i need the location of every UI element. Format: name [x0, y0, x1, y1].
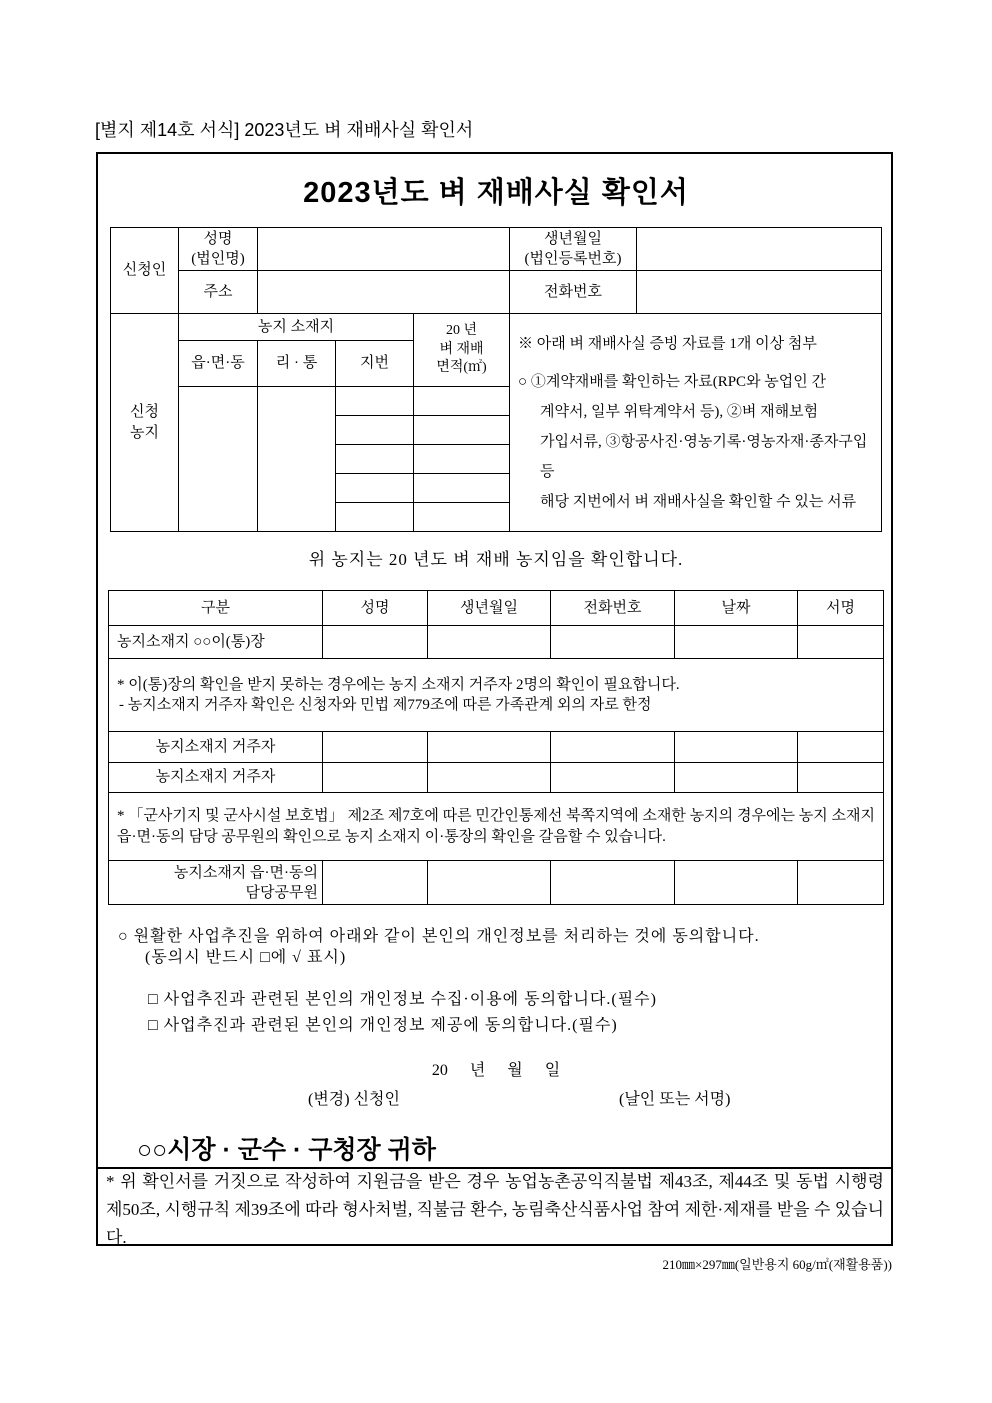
address-label: 주소: [179, 271, 258, 314]
paper-spec: 210㎜×297㎜(일반용지 60g/㎡(재활용품)): [662, 1257, 892, 1272]
consent-provide-checkbox[interactable]: □ 사업추진과 관련된 본인의 개인정보 제공에 동의합니다.(필수): [148, 1017, 618, 1034]
cell-input[interactable]: [551, 861, 675, 905]
signature-date: 20 년 월 일: [431, 1062, 561, 1079]
name-label: 성명 (법인명): [179, 228, 258, 271]
applicant-farmland-table: [110, 227, 882, 532]
header-date: 날짜: [675, 591, 798, 626]
lot-number-field[interactable]: [336, 503, 414, 532]
seal-or-signature-field[interactable]: (날인 또는 서명): [619, 1091, 731, 1108]
cell-input[interactable]: [551, 763, 675, 793]
cell-input[interactable]: [428, 732, 551, 763]
resident-note: [109, 659, 884, 732]
birth-label: 생년월일 (법인등록번호): [510, 228, 637, 271]
area-field[interactable]: [414, 387, 510, 416]
header-category: 구분: [109, 591, 323, 626]
evidence-note: [510, 314, 882, 532]
military-zone-note: * 「군사기지 및 군사시설 보호법」 제2조 제7호에 따른 민간인통제선 북쪽지역에 소재한 농지의 경우에는 농지 소재지 읍·면·동의 담당 공무원의 확인으로 농지 소재지 이·통장의 확인을 갈음할 수 있습니다.: [109, 793, 884, 861]
verification-table: [108, 590, 884, 905]
false-statement-warning: * 위 확인서를 거짓으로 작성하여 지원금을 받은 경우 농업농촌공익직불법 제43조, 제44조 및 동법 시행령 제50조, 시행규칙 제39조에 따라 형사처벌, 직불금 환수, 농림축산식품사업 참여 제한·제재를 받을 수 있습니다.: [106, 1172, 884, 1247]
col-ri-tong: 리 · 통: [258, 341, 336, 387]
confirmation-sentence: 위 농지는 20 년도 벼 재배 농지임을 확인합니다.: [308, 550, 684, 569]
resident-label: 농지소재지 거주자: [109, 763, 323, 793]
cell-input[interactable]: [675, 732, 798, 763]
cell-input[interactable]: [323, 626, 428, 659]
location-label: 농지 소재지: [179, 314, 414, 341]
header-signature: 서명: [798, 591, 884, 626]
cell-input[interactable]: [551, 626, 675, 659]
area-label: 20 년 벼 재배 면적(㎡): [414, 314, 510, 387]
resident-label: 농지소재지 거주자: [109, 732, 323, 763]
evidence-line: 계약서, 일부 위탁계약서 등), ②벼 재해보험: [540, 403, 819, 420]
col-eup-myeon-dong: 읍·면·동: [179, 341, 258, 387]
consent-intro-line: ○ 원활한 사업추진을 위하여 아래와 같이 본인의 개인정보를 처리하는 것에 동의합니다.: [118, 928, 760, 945]
cell-input[interactable]: [323, 861, 428, 905]
addressee: ○○시장 · 군수 · 구청장 귀하: [137, 1136, 436, 1164]
cell-input[interactable]: [798, 763, 884, 793]
consent-instruction: (동의시 반드시 □에 √ 표시): [145, 949, 347, 966]
lot-number-field[interactable]: [336, 445, 414, 474]
address-field[interactable]: [258, 271, 510, 314]
applicant-signature-label: (변경) 신청인: [308, 1091, 400, 1108]
evidence-line: 가입서류, ③항공사진·영농기록·영농자재·종자구입 등: [540, 433, 868, 480]
evidence-heading: ※ 아래 벼 재배사실 증빙 자료를 1개 이상 첨부: [518, 335, 817, 352]
consent-intro: [118, 926, 760, 968]
cell-input[interactable]: [675, 626, 798, 659]
cell-input[interactable]: [323, 732, 428, 763]
resident-note-line: * 이(통)장의 확인을 받지 못하는 경우에는 농지 소재지 거주자 2명의 확인이 필요합니다.: [117, 676, 680, 693]
farmland-section-label: 신청 농지: [111, 314, 179, 532]
evidence-line: 해당 지번에서 벼 재배사실을 확인할 수 있는 서류: [540, 493, 857, 510]
birth-field[interactable]: [637, 228, 882, 271]
lot-number-field[interactable]: [336, 474, 414, 503]
form-number-label: [별지 제14호 서식] 2023년도 벼 재배사실 확인서: [95, 120, 474, 140]
col-lot-number: 지번: [336, 341, 414, 387]
cell-input[interactable]: [428, 626, 551, 659]
village-chief-label: 농지소재지 ○○이(통)장: [109, 626, 323, 659]
cell-input[interactable]: [798, 626, 884, 659]
cell-input[interactable]: [428, 861, 551, 905]
name-field[interactable]: [258, 228, 510, 271]
ri-tong-field[interactable]: [258, 387, 336, 532]
page-title: 2023년도 벼 재배사실 확인서: [303, 177, 689, 209]
lot-number-field[interactable]: [336, 387, 414, 416]
phone-field[interactable]: [637, 271, 882, 314]
cell-input[interactable]: [675, 763, 798, 793]
phone-label: 전화번호: [510, 271, 637, 314]
header-phone: 전화번호: [551, 591, 675, 626]
header-birth: 생년월일: [428, 591, 551, 626]
area-field[interactable]: [414, 474, 510, 503]
applicant-section-label: 신청인: [111, 228, 179, 314]
area-field[interactable]: [414, 503, 510, 532]
lot-number-field[interactable]: [336, 416, 414, 445]
cell-input[interactable]: [798, 861, 884, 905]
header-name: 성명: [323, 591, 428, 626]
consent-collect-checkbox[interactable]: □ 사업추진과 관련된 본인의 개인정보 수집·이용에 동의합니다.(필수): [148, 991, 657, 1008]
cell-input[interactable]: [675, 861, 798, 905]
area-field[interactable]: [414, 416, 510, 445]
resident-note-line: - 농지소재지 거주자 확인은 신청자와 민법 제779조에 따른 가족관계 외의 자로 한정: [119, 697, 652, 713]
cell-input[interactable]: [323, 763, 428, 793]
evidence-line: ○ ①계약재배를 확인하는 자료(RPC와 농업인 간: [518, 373, 827, 390]
area-field[interactable]: [414, 445, 510, 474]
cell-input[interactable]: [428, 763, 551, 793]
cell-input[interactable]: [798, 732, 884, 763]
official-label: 농지소재지 읍·면·동의 담당공무원: [109, 861, 323, 905]
cell-input[interactable]: [551, 732, 675, 763]
eup-myeon-dong-field[interactable]: [179, 387, 258, 532]
